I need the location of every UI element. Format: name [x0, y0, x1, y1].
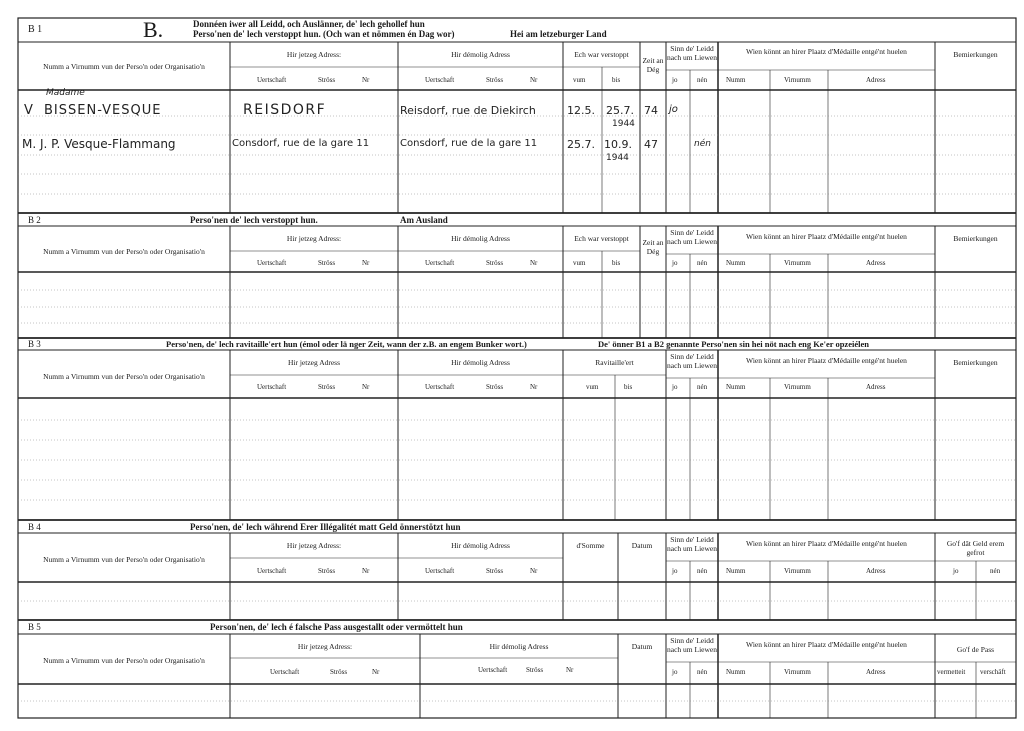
b4-sub-refund-no: nén — [990, 567, 1001, 575]
b5-sub-locality-2: Uertschaft — [478, 666, 508, 674]
section-b2-id: B 2 — [28, 215, 41, 225]
b2-sub-from: vum — [573, 259, 586, 267]
b3-col-current-address: Hir jetzeg Adress — [287, 358, 341, 367]
b2-sub-address: Adress — [866, 259, 886, 267]
b2-col-remarks: Bemierkungen — [953, 234, 998, 243]
b2-sub-locality-2: Uertschaft — [425, 259, 455, 267]
b2-col-current-address: Hir jetzeg Adress: — [286, 234, 342, 243]
b3-col-deceased: Sinn de' Leidd nach um Liewen — [667, 352, 717, 370]
b1-sub-street-2: Ströss — [486, 76, 504, 84]
b1-col-hidden: Ech war verstoppt — [574, 50, 629, 59]
section-b1-title-extra: Hei am letzeburger Land — [510, 29, 607, 39]
b3-sub-locality-1: Uertschaft — [257, 383, 287, 391]
entry-2-days[interactable]: 47 — [644, 138, 658, 151]
section-b3-id: B 3 — [28, 339, 41, 349]
b2-sub-no-1: Nr — [362, 259, 370, 267]
b2-sub-street-1: Ströss — [318, 259, 336, 267]
b4-col-refund: Go'f dât Geld erem gefrot — [946, 539, 1005, 557]
section-b2-title-extra: Am Ausland — [400, 215, 448, 225]
b4-col-medal: Wien könnt an hirer Plaatz d'Médaille entgé'nt huelen — [746, 539, 907, 548]
entry-2-alive[interactable]: nén — [694, 139, 711, 149]
b3-sub-no-2: Nr — [530, 383, 538, 391]
form-letter: B. — [143, 17, 164, 42]
b3-sub-name: Numm — [726, 383, 746, 391]
b5-sub-name: Numm — [726, 668, 746, 676]
entry-1-current-address[interactable]: REISDORF — [243, 102, 327, 118]
b1-col-remarks: Bemierkungen — [953, 50, 998, 59]
section-b5-id: B 5 — [28, 622, 41, 632]
b3-col-supplied: Ravitaille'ert — [595, 358, 634, 367]
b1-col-current-address: Hir jetzeg Adress: — [286, 50, 342, 59]
b2-col-hidden: Ech war verstoppt — [574, 234, 629, 243]
b1-sub-firstname: Virnumm — [784, 76, 811, 84]
b5-sub-firstname: Virnumm — [784, 668, 811, 676]
b5-sub-no-1: Nr — [372, 668, 380, 676]
b1-col-time: Zeit an Dég — [642, 56, 664, 74]
b1-col-deceased: Sinn de' Leidd nach um Liewen — [667, 44, 717, 62]
entry-2-former-address[interactable]: Consdorf, rue de la gare 11 — [400, 138, 538, 149]
b5-sub-locality-1: Uertschaft — [270, 668, 300, 676]
b4-sub-street-2: Ströss — [486, 567, 504, 575]
b3-col-medal: Wien könnt an hirer Plaatz d'Médaille entgé'nt huelen — [746, 356, 907, 365]
b1-sub-no-alive: nén — [697, 76, 708, 84]
b1-sub-yes: jo — [672, 76, 678, 84]
b4-col-former-address: Hir démolig Adress — [451, 541, 510, 550]
entry-1-from[interactable]: 12.5. — [567, 104, 595, 117]
b3-sub-address: Adress — [866, 383, 886, 391]
b3-sub-yes: jo — [672, 383, 678, 391]
b1-col-name: Numm a Virnumm vun der Perso'n oder Organisatio'n — [43, 62, 205, 71]
b2-sub-no-2: Nr — [530, 259, 538, 267]
b4-sub-firstname: Virnumm — [784, 567, 811, 575]
b3-sub-to: bis — [624, 383, 633, 391]
b4-sub-refund-yes: jo — [953, 567, 959, 575]
entry-1-alive[interactable]: jo — [669, 104, 678, 115]
b2-sub-firstname: Virnumm — [784, 259, 811, 267]
b5-sub-address: Adress — [866, 668, 886, 676]
b1-sub-no-2: Nr — [530, 76, 538, 84]
entry-2-current-address[interactable]: Consdorf, rue de la gare 11 — [232, 138, 370, 149]
section-b5-title: Person'nen, de' lech é falsche Pass ausgestallt oder vermöttelt hun — [210, 622, 463, 632]
b1-sub-address: Adress — [866, 76, 886, 84]
section-b3-title: Perso'nen, de' lech ravitaille'ert hun (émol oder lä nger Zeit, wann der z.B. an engem Bunker wort.) — [166, 339, 527, 349]
entry-2-to[interactable]: 10.9. — [604, 138, 632, 151]
b5-sub-mediated: vermetteit — [937, 668, 966, 676]
b1-sub-street-1: Ströss — [318, 76, 336, 84]
b4-sub-name: Numm — [726, 567, 746, 575]
b5-col-former-address: Hir démolig Adress — [489, 642, 549, 651]
b1-sub-to: bis — [612, 76, 621, 84]
section-b4-title: Perso'nen, de' lech während Erer Illégalitét matt Geld önnerstötzt hun — [190, 522, 461, 532]
b5-sub-no-alive: nén — [697, 668, 708, 676]
b1-sub-from: vum — [573, 76, 586, 84]
b5-col-deceased: Sinn de' Leidd nach um Liewen — [667, 636, 717, 654]
b2-col-time: Zeit an Dég — [642, 238, 664, 256]
section-b2-title: Perso'nen de' lech verstoppt hun. — [190, 215, 318, 225]
b2-col-deceased: Sinn de' Leidd nach um Liewen — [667, 228, 717, 246]
b4-sub-no-2: Nr — [530, 567, 538, 575]
b3-sub-locality-2: Uertschaft — [425, 383, 455, 391]
b3-col-former-address: Hir démolig Adress — [451, 358, 510, 367]
entry-2-year: 1944 — [606, 153, 629, 163]
b2-sub-locality-1: Uertschaft — [257, 259, 287, 267]
entry-1-former-address[interactable]: Reisdorf, rue de Diekirch — [400, 104, 536, 117]
b5-sub-procured: verschäft — [980, 668, 1006, 676]
b5-col-date: Datum — [631, 642, 653, 651]
b4-sub-no-1: Nr — [362, 567, 370, 575]
b2-sub-name: Numm — [726, 259, 746, 267]
entry-1-year: 1944 — [612, 119, 635, 129]
entry-1-days[interactable]: 74 — [644, 104, 658, 117]
b3-col-remarks: Bemierkungen — [953, 358, 998, 367]
b2-sub-yes: jo — [672, 259, 678, 267]
b5-sub-street-1: Ströss — [330, 668, 348, 676]
section-b4-id: B 4 — [28, 522, 41, 532]
b1-sub-locality-1: Uertschaft — [257, 76, 287, 84]
b4-sub-street-1: Ströss — [318, 567, 336, 575]
b4-col-current-address: Hir jetzeg Adress: — [286, 541, 342, 550]
b5-col-medal: Wien könnt an hirer Plaatz d'Médaille entgé'nt huelen — [746, 640, 907, 649]
b1-col-medal: Wien könnt an hirer Plaatz d'Médaille entgé'nt huelen — [746, 47, 907, 56]
b2-sub-no-alive: nén — [697, 259, 708, 267]
b2-col-medal: Wien könnt an hirer Plaatz d'Médaille entgé'nt huelen — [746, 232, 907, 241]
b1-sub-no-1: Nr — [362, 76, 370, 84]
b3-sub-firstname: Virnumm — [784, 383, 811, 391]
section-b1-title-line2: Perso'nen de' lech verstoppt hun. (Och wan et nömmen én Dag wor) — [193, 29, 455, 39]
b4-sub-locality-2: Uertschaft — [425, 567, 455, 575]
b5-sub-yes: jo — [672, 668, 678, 676]
section-b1-id: B 1 — [28, 24, 43, 35]
b4-sub-address: Adress — [866, 567, 886, 575]
b5-col-current-address: Hir jetzeg Adress: — [297, 642, 353, 651]
b2-sub-street-2: Ströss — [486, 259, 504, 267]
b3-sub-from: vum — [586, 383, 599, 391]
b2-col-name: Numm a Virnumm vun der Perso'n oder Organisatio'n — [43, 247, 205, 256]
b4-col-deceased: Sinn de' Leidd nach um Liewen — [667, 535, 717, 553]
b3-sub-no-alive: nén — [697, 383, 708, 391]
b1-sub-name: Numm — [726, 76, 746, 84]
entry-1-name[interactable]: BISSEN-VESQUE — [44, 103, 162, 118]
b4-sub-no-alive: nén — [697, 567, 708, 575]
b4-col-sum: d'Somme — [576, 541, 605, 550]
entry-2-from[interactable]: 25.7. — [567, 138, 595, 151]
b4-col-date: Datum — [631, 541, 653, 550]
b5-col-pass: Go'f de Pass — [956, 645, 995, 654]
b5-col-name: Numm a Virnumm vun der Perso'n oder Organisatio'n — [43, 656, 205, 665]
entry-1-title-note: Madame — [46, 88, 85, 98]
b4-col-name: Numm a Virnumm vun der Perso'n oder Organisatio'n — [43, 555, 205, 564]
b3-sub-street-1: Ströss — [318, 383, 336, 391]
b3-col-name: Numm a Virnumm vun der Perso'n oder Organisatio'n — [43, 372, 205, 381]
section-b1-title-line1: Donnéen iwer all Leidd, och Auslänner, de' lech gehollef hun — [193, 19, 425, 29]
b1-col-former-address: Hir démolig Adress — [451, 50, 510, 59]
section-b3-title-extra: De' önner B1 a B2 genannte Perso'nen sin hei nöt nach eng Ke'er opzeiélen — [598, 339, 869, 349]
b5-sub-street-2: Ströss — [526, 666, 544, 674]
b3-sub-street-2: Ströss — [486, 383, 504, 391]
b4-sub-yes: jo — [672, 567, 678, 575]
b1-sub-locality-2: Uertschaft — [425, 76, 455, 84]
entry-1-to[interactable]: 25.7. — [606, 104, 634, 117]
b4-sub-locality-1: Uertschaft — [257, 567, 287, 575]
entry-1-mark: V — [24, 103, 33, 118]
b5-sub-no-2: Nr — [566, 666, 574, 674]
entry-2-name[interactable]: M. J. P. Vesque-Flammang — [22, 137, 176, 151]
b3-sub-no-1: Nr — [362, 383, 370, 391]
b2-sub-to: bis — [612, 259, 621, 267]
b2-col-former-address: Hir démolig Adress — [451, 234, 510, 243]
